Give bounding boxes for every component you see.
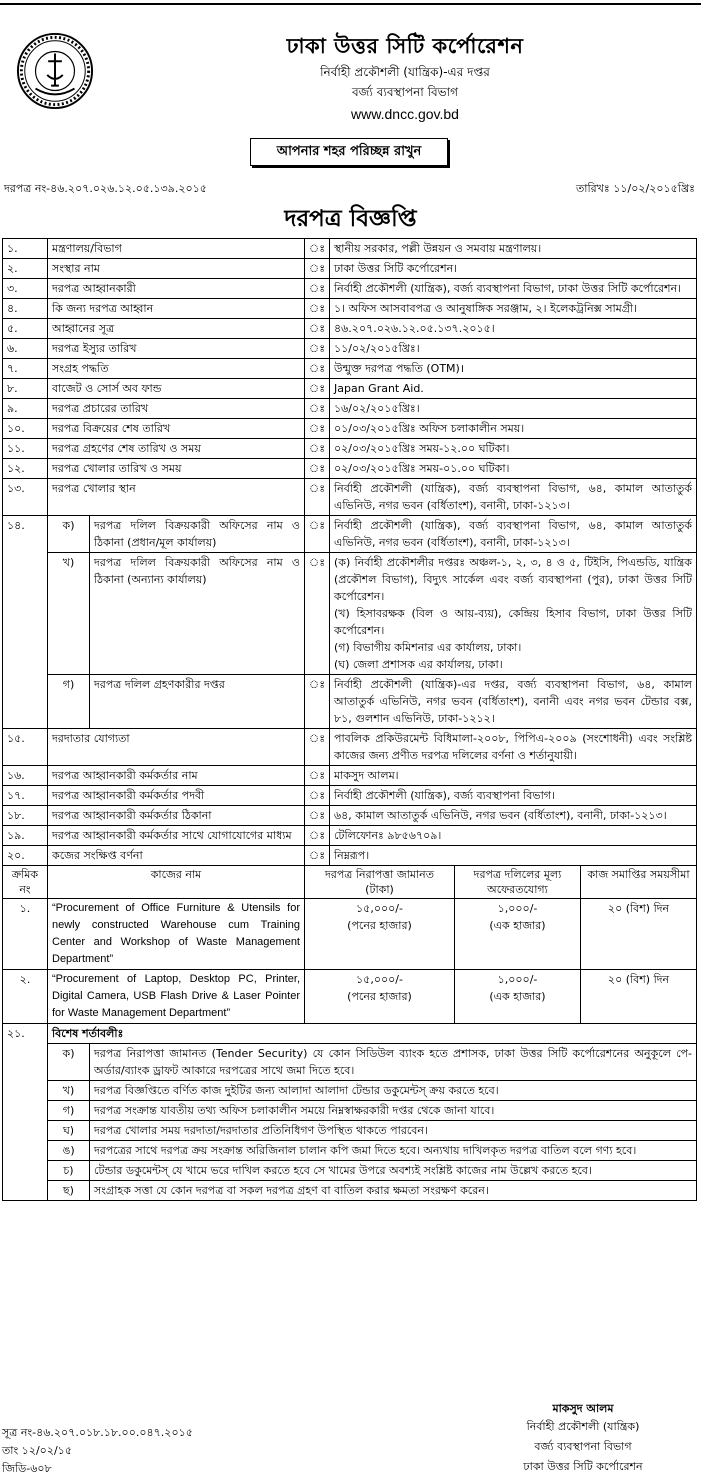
row-number: ১২. <box>3 459 48 479</box>
dncc-seal-icon <box>16 32 94 110</box>
sub-label: ক) <box>48 516 90 553</box>
row-colon: ঃ <box>305 339 330 359</box>
security-amount: ১৫,০০০/- <box>356 973 403 986</box>
row-number: ১৫. <box>3 729 48 766</box>
row-label: আহ্বানের সূত্র <box>48 319 305 339</box>
work-completion-time: ২০ (বিশ) দিন <box>581 970 697 1024</box>
row-number: ১৭. <box>3 786 48 806</box>
table-row <box>3 439 697 459</box>
sub-label: খ) <box>48 553 90 675</box>
row-colon: ঃ <box>305 439 330 459</box>
row-label: কি জন্য দরপত্র আহ্বান <box>48 299 305 319</box>
condition-text: টেন্ডার ডকুমেন্টস্ যে খামে ভরে দাখিল করতে হবে সে খামের উপরে অবশ্যই সংশ্লিষ্ট কাজের নাম উল্লেখ করতে হবে। <box>90 1161 697 1181</box>
row-label: দরপত্র ইস্যুর তারিখ <box>48 339 305 359</box>
condition-label: গ) <box>48 1101 90 1121</box>
row-label: দরপত্র আহ্বানকারী কর্মকর্তার ঠিকানা <box>48 806 305 826</box>
works-header-cell: কাজের নাম <box>48 866 305 899</box>
row-value: ১৬/০২/২০১৫খ্রিঃ। <box>330 399 697 419</box>
work-name: “Procurement of Office Furniture & Utensils for newly constructed Warehouse cum Training Center and Workshop of Waste Management Department” <box>48 899 305 970</box>
row-colon: ঃ <box>305 553 330 675</box>
price-words: (এক হাজার) <box>489 990 546 1003</box>
table-row <box>3 846 697 866</box>
work-completion-time: ২০ (বিশ) দিন <box>581 899 697 970</box>
row-number: ১৯. <box>3 826 48 846</box>
table-row <box>3 239 697 259</box>
condition-text: দরপত্র বিজ্ঞপ্তিতে বর্ণিত কাজ দুইটির জন্য আলাদা আলাদা টেন্ডার ডকুমেন্টস্ ক্রয় করতে হবে। <box>90 1081 697 1101</box>
department-line: বর্জ্য ব্যবস্থাপনা বিভাগ <box>352 85 458 99</box>
work-security <box>305 970 455 1024</box>
row-value: ৪৬.২০৭.০২৬.১২.০৫.১৩৭.২০১৫। <box>330 319 697 339</box>
row-number: ১৪. <box>3 516 48 729</box>
row-value: টেলিফোনঃ ৯৮৫৬৭০৯। <box>330 826 697 846</box>
table-row <box>3 806 697 826</box>
row-label: দরপত্র খোলার তারিখ ও সময় <box>48 459 305 479</box>
table-row <box>3 729 697 766</box>
tender-date: তারিখঃ ১১/০২/২০১৫খ্রিঃ <box>576 182 695 195</box>
table-row <box>3 459 697 479</box>
row-label: দরপত্র খোলার স্থান <box>48 479 305 516</box>
row-colon: ঃ <box>305 729 330 766</box>
row-value: ১। অফিস আসবাবপত্র ও আনুষাঙ্গিক সরঞ্জাম, ২। ইলেকট্রনিক্স সামগ্রী। <box>330 299 697 319</box>
row-number: ১০. <box>3 419 48 439</box>
row-number: ১. <box>3 239 48 259</box>
table-row <box>3 1101 697 1121</box>
row-value: ৬৪, কামাল আতাতুর্ক এভিনিউ, নগর ভবন (বর্ধিতাংশ), বনানী, ঢাকা-১২১৩। <box>330 806 697 826</box>
table-row <box>3 479 697 516</box>
row-label: বাজেট ও সোর্স অব ফান্ড <box>48 379 305 399</box>
tender-notice-table <box>2 238 697 1201</box>
table-row <box>3 1121 697 1141</box>
row-colon: ঃ <box>305 479 330 516</box>
row-colon: ঃ <box>305 766 330 786</box>
condition-label: চ) <box>48 1161 90 1181</box>
signer-title: নির্বাহী প্রকৌশলী (যান্ত্রিক) <box>526 1420 640 1433</box>
row-colon: ঃ <box>305 806 330 826</box>
work-price <box>455 970 581 1024</box>
table-row <box>3 970 697 1024</box>
signer-org: ঢাকা উত্তর সিটি কর্পোরেশন <box>523 1460 643 1473</box>
table-row <box>3 826 697 846</box>
price-words: (এক হাজার) <box>489 919 546 932</box>
row-number: ৫. <box>3 319 48 339</box>
row-label: কজের সংক্ষিপ্ত বর্ণনা <box>48 846 305 866</box>
work-name: “Procurement of Laptop, Desktop PC, Printer, Digital Camera, USB Flash Drive & Laser Pointer for Waste Management Department” <box>48 970 305 1024</box>
footer-ref: সূত্র নং-৪৬.২০৭.০১৮.১৮.০০.০৪৭.২০১৫ <box>2 1426 193 1439</box>
row-label: দরপত্র আহ্বানকারী কর্মকর্তার সাথে যোগাযোগের মাধ্যম <box>48 826 305 846</box>
row-value: ০২/০৩/২০১৫খ্রিঃ সময়-০১.০০ ঘটিকা। <box>330 459 697 479</box>
row-number: ১৮. <box>3 806 48 826</box>
condition-label: ঘ) <box>48 1121 90 1141</box>
table-row <box>3 1044 697 1081</box>
row-colon: ঃ <box>305 239 330 259</box>
price-amount: ১,০০০/- <box>497 973 538 986</box>
row-number: ১১. <box>3 439 48 459</box>
row-number: ৪. <box>3 299 48 319</box>
row-colon: ঃ <box>305 516 330 553</box>
row-value: ১১/০২/২০১৫খ্রিঃ। <box>330 339 697 359</box>
condition-text: দরপত্র খোলার সময় দরদাতা/দরদাতার প্রতিনিধিগণ উপস্থিত থাকতে পারবেন। <box>90 1121 697 1141</box>
notice-title: দরপত্র বিজ্ঞপ্তি <box>284 206 417 232</box>
row-colon: ঃ <box>305 786 330 806</box>
signer-dept: বর্জ্য ব্যবস্থাপনা বিভাগ <box>534 1440 632 1453</box>
table-row <box>3 675 697 729</box>
row-label: দরদাতার যোগ্যতা <box>48 729 305 766</box>
row-number: ১৬. <box>3 766 48 786</box>
table-row <box>3 319 697 339</box>
website-link[interactable]: www.dncc.gov.bd <box>351 106 459 122</box>
address-item: (ঘ) জেলা প্রশাসক এর কার্যালয়, ঢাকা। <box>334 658 503 671</box>
work-serial: ২. <box>3 970 48 1024</box>
table-row <box>3 766 697 786</box>
row-number: ৭. <box>3 359 48 379</box>
table-row <box>3 299 697 319</box>
address-item: (ক) নির্বাহী প্রকৌশলীর দপ্তরঃ অঞ্চল-১, ২, ৩, ৪ ও ৫, টিইসি, পিএন্ডডি, যান্ত্রিক (প্রকৌশল বিভাগ), বিদ্যুৎ সার্কেল এবং বর্জ্য ব্যবস্থাপনা (পুর), ঢাকা উত্তর সিটি কর্পোরেশন। <box>334 556 692 603</box>
row-colon: ঃ <box>305 279 330 299</box>
security-amount: ১৫,০০০/- <box>356 902 403 915</box>
table-row <box>3 379 697 399</box>
works-header-cell: দরপত্র দলিলের মূল্য অফেরতযোগ্য <box>455 866 581 899</box>
price-amount: ১,০০০/- <box>497 902 538 915</box>
row-value: নির্বাহী প্রকৌশলী (যান্ত্রিক)-এর দপ্তর, বর্জ্য ব্যবস্থাপনা বিভাগ, ৬৪, কামাল আতাতুর্ক এভিনিউ, নগর ভবন (বর্ধিতাংশ), বনানী এবং নগর ভবন টেন্ডার বক্স, ৮১, গুলশান এভিনিউ, ঢাকা-১২১২। <box>330 675 697 729</box>
table-row <box>3 399 697 419</box>
row-value: Japan Grant Aid. <box>330 379 697 399</box>
row-label: দরপত্র প্রচারের তারিখ <box>48 399 305 419</box>
row-colon: ঃ <box>305 459 330 479</box>
condition-label: ঙ) <box>48 1141 90 1161</box>
signer-name: মাকসুদ আলম <box>552 1402 614 1415</box>
row-number: ২. <box>3 259 48 279</box>
row-value: নির্বাহী প্রকৌশলী (যান্ত্রিক), বর্জ্য ব্যবস্থাপনা বিভাগ, ঢাকা উত্তর সিটি কর্পোরেশন। <box>330 279 697 299</box>
row-number: ৯. <box>3 399 48 419</box>
row-value: মাকসুদ আলম। <box>330 766 697 786</box>
condition-text: সংগ্রাহক সত্তা যে কোন দরপত্র বা সকল দরপত্র গ্রহণ বা বাতিল করার ক্ষমতা সংরক্ষণ করেন। <box>90 1181 697 1201</box>
table-row <box>3 419 697 439</box>
row-value: ০২/০৩/২০১৫খ্রিঃ সময়-১২.০০ ঘটিকা। <box>330 439 697 459</box>
table-row <box>3 516 697 553</box>
work-security <box>305 899 455 970</box>
row-number: ৩. <box>3 279 48 299</box>
security-words: (পনের হাজার) <box>347 990 412 1003</box>
footer-gd: জিডি-৬০৮ <box>2 1462 52 1473</box>
table-row <box>3 279 697 299</box>
row-colon: ঃ <box>305 299 330 319</box>
row-colon: ঃ <box>305 379 330 399</box>
table-row <box>3 359 697 379</box>
work-serial: ১. <box>3 899 48 970</box>
sub-text: দরপত্র দলিল গ্রহণকারীর দপ্তর <box>90 675 305 729</box>
footer-date: তাং ১২/০২/১৫ <box>2 1444 72 1457</box>
condition-text: দরপত্র সংক্রান্ত যাবতীয় তথ্য অফিস চলাকালীন সময়ে নিম্নস্বাক্ষরকারী দপ্তর থেকে জানা যাবে। <box>90 1101 697 1121</box>
table-row <box>3 259 697 279</box>
row-colon: ঃ <box>305 826 330 846</box>
table-row <box>3 339 697 359</box>
condition-text: দরপত্র নিরাপত্তা জামানত (Tender Security) যে কোন সিডিউল ব্যাংক হতে প্রশাসক, ঢাকা উত্তর সিটি কর্পোরেশনের অনুকূলে পে-অর্ডার/ব্যাংক ড্রাফট আকারে দরপত্রের সাথে জমা দিতে হবে। <box>90 1044 697 1081</box>
work-price <box>455 899 581 970</box>
row-label: দরপত্র আহ্বানকারী কর্মকর্তার পদবী <box>48 786 305 806</box>
condition-label: ক) <box>48 1044 90 1081</box>
address-item: (গ) বিভাগীয় কমিশনার এর কার্যালয়, ঢাকা। <box>334 641 522 654</box>
row-value: পাবলিক প্রকিউরমেন্ট বিধিমালা-২০০৮, পিপিএ-২০০৯ (সংশোধনী) এবং সংশ্লিষ্ট কাজের জন্য প্রণীত দরপত্র দলিলের বর্ণনা ও শর্তানুযায়ী। <box>330 729 697 766</box>
tender-ref-no: দরপত্র নং-৪৬.২০৭.০২৬.১২.০৫.১৩৯.২০১৫ <box>4 182 207 195</box>
table-row <box>3 1081 697 1101</box>
slogan-box: আপনার শহর পরিচ্ছন্ন রাখুন <box>250 138 448 166</box>
condition-text: দরপত্রের সাথে দরপত্র ক্রয় সংক্রান্ত অরিজিনাল চালান কপি জমা দিতে হবে। অন্যথায় দাখিলকৃত দরপত্র বাতিল বলে গণ্য হবে। <box>90 1141 697 1161</box>
row-value: ঢাকা উত্তর সিটি কর্পোরেশন। <box>330 259 697 279</box>
org-name: ঢাকা উত্তর সিটি কর্পোরেশন <box>286 34 524 58</box>
row-colon: ঃ <box>305 359 330 379</box>
table-row <box>3 1181 697 1201</box>
row-value <box>330 553 697 675</box>
row-label: দরপত্র আহ্বানকারী কর্মকর্তার নাম <box>48 766 305 786</box>
row-colon: ঃ <box>305 319 330 339</box>
works-header-cell: কাজ সমাপ্তির সময়সীমা <box>581 866 697 899</box>
condition-label: খ) <box>48 1081 90 1101</box>
row-value: নির্বাহী প্রকৌশলী (যান্ত্রিক), বর্জ্য ব্যবস্থাপনা বিভাগ। <box>330 786 697 806</box>
row-value: স্থানীয় সরকার, পল্লী উন্নয়ন ও সমবায় মন্ত্রণালয়। <box>330 239 697 259</box>
table-row <box>3 899 697 970</box>
row-label: দরপত্র গ্রহণের শেষ তারিখ ও সময় <box>48 439 305 459</box>
conditions-title: বিশেষ শর্তাবলীঃ <box>48 1024 697 1044</box>
row-label: সংস্থার নাম <box>48 259 305 279</box>
sub-label: গ) <box>48 675 90 729</box>
row-number: ৮. <box>3 379 48 399</box>
office-line: নির্বাহী প্রকৌশলী (যান্ত্রিক)-এর দপ্তর <box>320 65 490 79</box>
row-label: দরপত্র আহ্বানকারী <box>48 279 305 299</box>
top-rule <box>0 3 701 5</box>
sub-text: দরপত্র দলিল বিক্রয়কারী অফিসের নাম ও ঠিকানা (প্রধান/মূল কার্যালয়) <box>90 516 305 553</box>
row-label: মন্ত্রণালয়/বিভাগ <box>48 239 305 259</box>
row-colon: ঃ <box>305 675 330 729</box>
row-colon: ঃ <box>305 419 330 439</box>
row-number: ১৩. <box>3 479 48 516</box>
row-number: ২০. <box>3 846 48 866</box>
table-row <box>3 553 697 675</box>
table-row <box>3 866 697 899</box>
row-value: উন্মুক্ত দরপত্র পদ্ধতি (OTM)। <box>330 359 697 379</box>
row-value: ০১/০৩/২০১৫খ্রিঃ অফিস চলাকালীন সময়। <box>330 419 697 439</box>
row-label: দরপত্র বিক্রয়ের শেষ তারিখ <box>48 419 305 439</box>
condition-label: ছ) <box>48 1181 90 1201</box>
table-row <box>3 786 697 806</box>
table-row <box>3 1141 697 1161</box>
row-value: নির্বাহী প্রকৌশলী (যান্ত্রিক), বর্জ্য ব্যবস্থাপনা বিভাগ, ৬৪, কামাল আতাতুর্ক এভিনিউ, নগর ভবন (বর্ধিতাংশ), বনানী, ঢাকা-১২১৩। <box>330 516 697 553</box>
table-row <box>3 1161 697 1181</box>
table-row <box>3 1024 697 1044</box>
row-number: ২১. <box>3 1024 48 1201</box>
row-label: সংগ্রহ পদ্ধতি <box>48 359 305 379</box>
address-item: (খ) হিসাবরক্ষক (বিল ও আয়-ব্যয়), কেন্দ্রিয় হিসাব বিভাগ, ঢাকা উত্তর সিটি কর্পোরেশন। <box>334 607 692 637</box>
works-header-cell: ক্রমিক নং <box>3 866 48 899</box>
row-colon: ঃ <box>305 399 330 419</box>
row-value: নির্বাহী প্রকৌশলী (যান্ত্রিক), বর্জ্য ব্যবস্থাপনা বিভাগ, ৬৪, কামাল আতাতুর্ক এভিনিউ, নগর ভবন (বর্ধিতাংশ), বনানী, ঢাকা-১২১৩। <box>330 479 697 516</box>
row-value: নিম্নরূপ। <box>330 846 697 866</box>
row-colon: ঃ <box>305 259 330 279</box>
security-words: (পনের হাজার) <box>347 919 412 932</box>
row-colon: ঃ <box>305 846 330 866</box>
works-header-cell: দরপত্র নিরাপত্তা জামানত (টাকা) <box>305 866 455 899</box>
row-number: ৬. <box>3 339 48 359</box>
sub-text: দরপত্র দলিল বিক্রয়কারী অফিসের নাম ও ঠিকানা (অন্যান্য কার্যালয়) <box>90 553 305 675</box>
